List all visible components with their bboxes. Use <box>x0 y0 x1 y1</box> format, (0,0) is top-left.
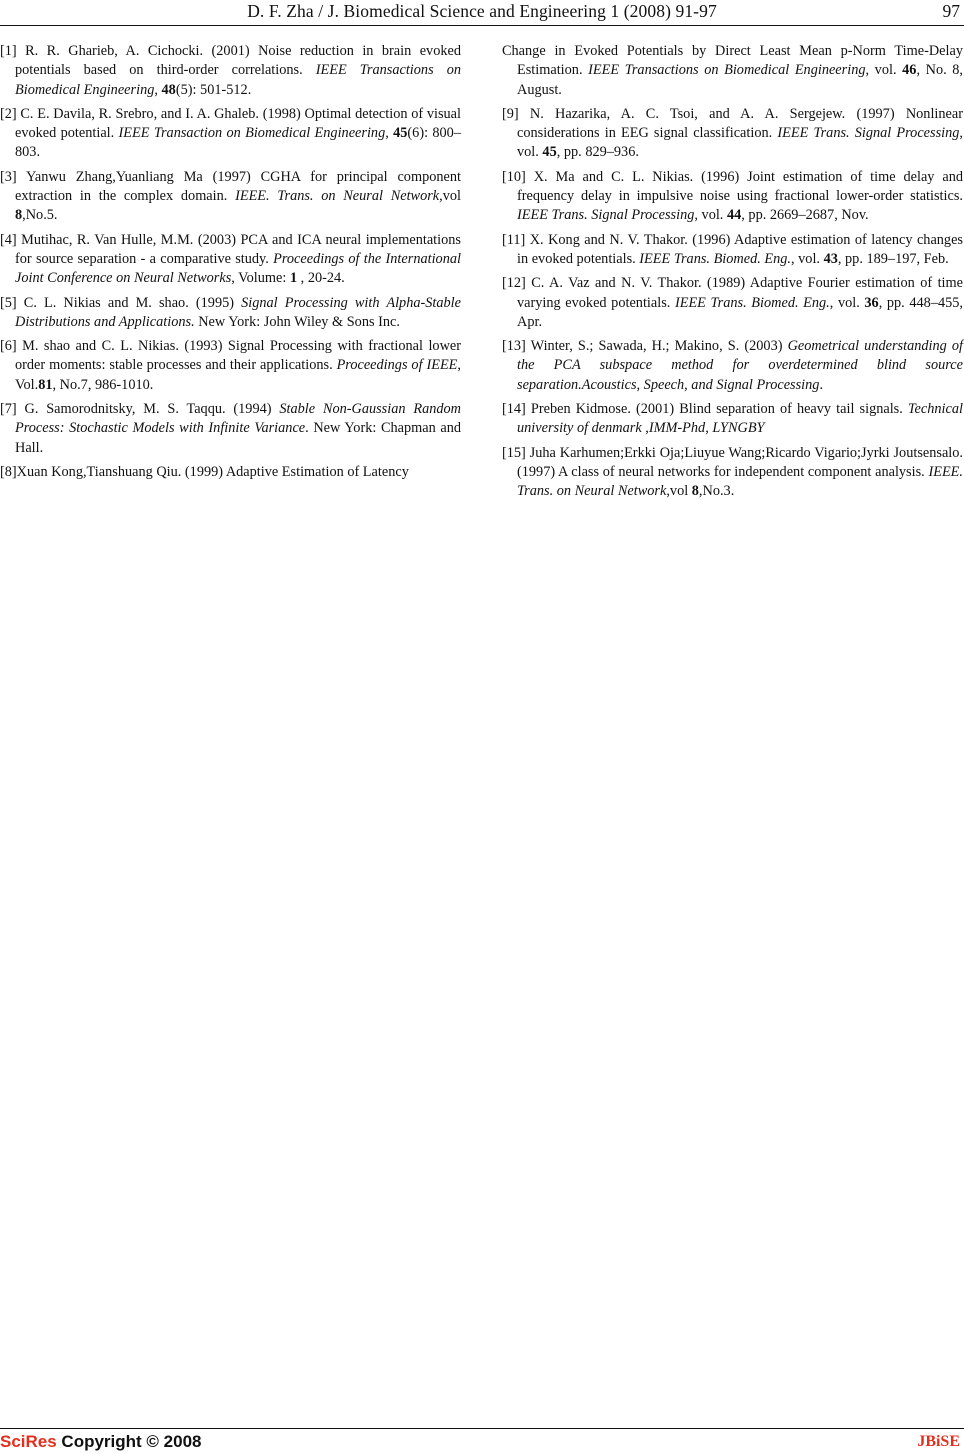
footer-rule <box>0 1428 964 1429</box>
reference-text-segment: [7] G. Samorodnitsky, M. S. Taqqu. (1994) <box>0 401 280 418</box>
header-rule <box>0 25 964 26</box>
reference-entry <box>502 105 963 163</box>
page-footer <box>0 1428 964 1454</box>
reference-text-segment: 45 <box>393 125 408 142</box>
reference-text-segment: [13] Winter, S.; Sawada, H.; Makino, S. (2003) <box>502 338 788 355</box>
reference-text-segment: . New York: Chapman and Hall. <box>15 420 461 456</box>
reference-text-segment: New York: John Wiley & Sons Inc. <box>194 313 400 330</box>
reference-text-segment: 8 <box>15 207 23 224</box>
reference-text-segment: 36 <box>864 294 879 311</box>
reference-text-segment: IEEE Trans. Signal Processing <box>777 125 960 142</box>
reference-text-segment: 1 <box>289 270 298 287</box>
reference-text-segment: [6] M. shao and C. L. Nikias. (1993) Signal Processing with fractional lower order moments: stable processes and their applications. <box>0 338 461 374</box>
reference-text-segment: [3] Yanwu Zhang,Yuanliang Ma (1997) CGHA for principal component extraction in the complex domain. <box>0 168 461 205</box>
reference-entry <box>502 337 963 395</box>
reference-text-segment: [2] C. E. Davila, R. Srebro, and I. A. Ghaleb. (1998) Optimal detection of visual evoked potential. <box>0 105 461 142</box>
reference-text-segment: [1] R. R. Gharieb, A. Cichocki. (2001) Noise reduction in brain evoked potentials based on third-order correlations. <box>0 43 461 79</box>
reference-entry <box>502 274 963 332</box>
reference-text-segment: [9] N. Hazarika, A. C. Tsoi, and A. A. Sergejew. (1997) Nonlinear considerations in EEG signal classification. <box>502 105 963 142</box>
reference-text-segment: , vol. <box>517 125 963 161</box>
reference-text-segment: [11] X. Kong and N. V. Thakor. (1996) Adaptive estimation of latency changes in evoked potentials. <box>502 231 963 267</box>
reference-text-segment: 8 <box>691 483 699 500</box>
reference-text-segment: [10] X. Ma and C. L. Nikias. (1996) Joint estimation of time delay and frequency delay in impulsive noise using fractional lower-order statistics. <box>502 168 963 205</box>
reference-text-segment: (5): 501-512. <box>175 81 252 98</box>
reference-text-segment: , Volume: <box>231 270 290 287</box>
reference-text-segment: Proceedings of the International Joint Conference on Neural Networks <box>15 250 461 287</box>
reference-text-segment: , 20-24. <box>297 270 345 287</box>
reference-text-segment: 45 <box>542 144 557 161</box>
reference-entry <box>0 294 461 333</box>
reference-text-segment: ,vol <box>439 188 461 205</box>
reference-text-segment: [15] Juha Karhumen;Erkki Oja;Liuyue Wang;Ricardo Vigario;Jyrki Joutsensalo. (1997) A class of neural networks for independent component analysis. <box>502 444 963 480</box>
references-column-left <box>0 42 461 487</box>
reference-text-segment: , vol. <box>694 207 727 224</box>
publisher-brand <box>0 1432 202 1452</box>
page-number: 97 <box>942 1 960 21</box>
reference-text-segment: [14] Preben Kidmose. (2001) Blind separation of heavy tail signals. <box>502 401 908 418</box>
publisher-name: SciRes <box>0 1432 57 1451</box>
reference-text-segment: , vol. <box>829 294 865 311</box>
reference-text-segment: Proceedings of IEEE <box>336 357 458 374</box>
reference-text-segment: Technical university of denmark ,IMM-Phd, LYNGBY <box>517 401 963 437</box>
reference-text-segment: IEEE Transactions on Biomedical Engineering <box>588 62 866 79</box>
reference-text-segment: 43 <box>823 250 838 267</box>
reference-text-segment: , pp. 448–455, Apr. <box>517 294 963 330</box>
reference-entry <box>0 337 461 395</box>
reference-text-segment: ,vol <box>666 483 692 500</box>
reference-text-segment: Geometrical understanding of the PCA subspace method for overdetermined blind source separation.Acoustics, Speech, and Signal Processing <box>517 338 964 393</box>
reference-text-segment: , No.7, 986-1010. <box>52 376 154 393</box>
running-title: D. F. Zha / J. Biomedical Science and Engineering 1 (2008) 91-97 <box>247 1 717 21</box>
reference-text-segment: . <box>819 376 824 393</box>
reference-text-segment: (6): 800–803. <box>15 125 461 161</box>
reference-entry <box>0 231 461 289</box>
reference-entry <box>502 42 963 100</box>
reference-text-segment: Stable Non-Gaussian Random Process: Stochastic Models with Infinite Variance <box>15 401 461 437</box>
reference-text-segment: [8]Xuan Kong,Tianshuang Qiu. (1999) Adaptive Estimation of Latency <box>0 463 409 480</box>
reference-text-segment: [12] C. A. Vaz and N. V. Thakor. (1989) Adaptive Fourier estimation of time varying evoked potentials. <box>502 275 963 311</box>
reference-text-segment: 46 <box>902 62 917 79</box>
reference-text-segment: 48 <box>161 81 176 98</box>
reference-entry <box>0 168 461 226</box>
reference-text-segment: IEEE Transaction on Biomedical Engineering <box>118 125 386 142</box>
reference-entry <box>502 444 963 502</box>
reference-entry <box>0 105 461 163</box>
reference-text-segment: Change in Evoked Potentials by Direct Least Mean p-Norm Time-Delay Estimation. <box>502 43 963 79</box>
reference-text-segment: [5] C. L. Nikias and M. shao. (1995) <box>0 294 242 311</box>
reference-text-segment: 44 <box>726 207 742 224</box>
journal-abbrev: JBiSE <box>917 1433 960 1450</box>
reference-text-segment: [4] Mutihac, R. Van Hulle, M.M. (2003) PCA and ICA neural implementations for source separation - a comparative study. <box>0 231 461 267</box>
reference-entry <box>502 168 963 226</box>
reference-entry <box>502 231 963 270</box>
reference-text-segment: IEEE Trans. Signal Processing <box>517 207 695 224</box>
reference-text-segment: , vol. <box>791 250 824 267</box>
reference-text-segment: , Vol. <box>15 357 461 393</box>
reference-text-segment: , <box>154 81 162 98</box>
reference-text-segment: , vol. <box>865 62 903 79</box>
reference-text-segment: , pp. 2669–2687, Nov. <box>741 207 869 224</box>
references-column-right <box>502 42 963 507</box>
reference-text-segment: IEEE Transactions on Biomedical Engineering <box>15 62 461 98</box>
reference-text-segment: , pp. 829–936. <box>556 144 639 161</box>
reference-text-segment: IEEE. Trans. on Neural Network <box>235 188 440 205</box>
reference-text-segment: , pp. 189–197, Feb. <box>837 250 949 267</box>
reference-text-segment: , <box>385 125 394 142</box>
reference-text-segment: , No. 8, August. <box>517 62 963 98</box>
reference-entry <box>0 400 461 458</box>
reference-text-segment: IEEE. Trans. on Neural Network <box>517 463 963 500</box>
reference-entry <box>502 400 963 439</box>
reference-text-segment: ,No.3. <box>698 483 735 500</box>
reference-text-segment: 81 <box>38 376 53 393</box>
reference-entry <box>0 42 461 100</box>
reference-text-segment: IEEE Trans. Biomed. Eng. <box>674 294 830 311</box>
reference-text-segment: Signal Processing with Alpha-Stable Distributions and Applications. <box>15 294 461 330</box>
copyright-text: Copyright © 2008 <box>56 1432 202 1451</box>
reference-text-segment: IEEE Trans. Biomed. Eng. <box>639 250 791 267</box>
reference-text-segment: ,No.5. <box>22 207 58 224</box>
page-header <box>0 0 964 28</box>
reference-entry <box>0 463 461 482</box>
